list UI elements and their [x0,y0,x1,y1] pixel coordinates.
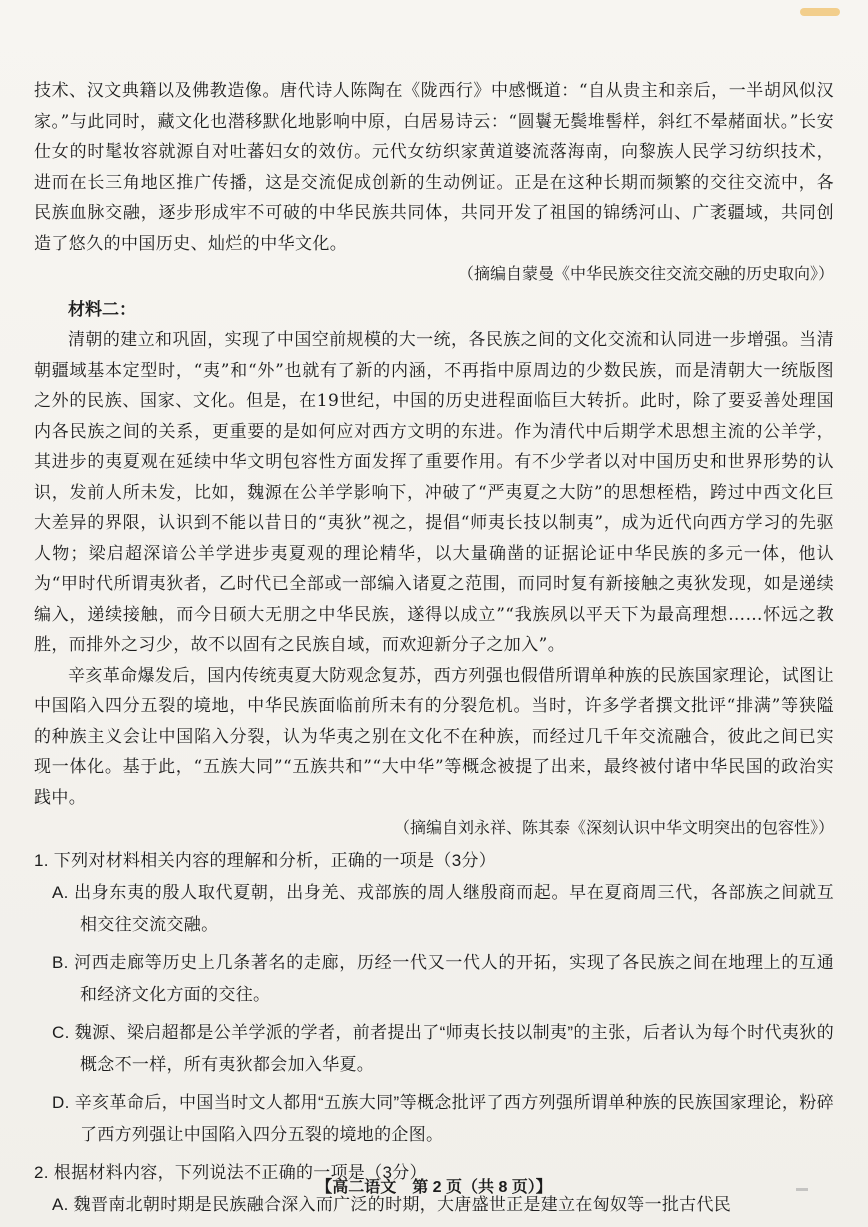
material2-paragraph-2: 辛亥革命爆发后，国内传统夷夏大防观念复苏，西方列强也假借所谓单种族的民族国家理论，试图让中国陷入四分五裂的境地，中华民族面临前所未有的分裂危机。当时，许多学者撰文批评“排满”等狭隘的种族主义会让中国陷入分裂，认为华夷之别在文化不在种族，而经过几千年交流融合，彼此之间已实现一体化。基于此，“五族大同”“五族共和”“大中华”等概念被提了出来，最终被付诸中华民国的政治实践中。 [34,665,834,808]
question-1-option-a: A. 出身东夷的殷人取代夏朝，出身羌、戎部族的周人继殷商而起。早在夏商周三代，各部族之间就互相交往交流交融。 [52,883,834,934]
corner-highlight-mark [800,8,840,16]
material2-source: （摘编自刘永祥、陈其泰《深刻认识中华文明突出的包容性》） [393,818,834,837]
question-1-option-c: C. 魏源、梁启超都是公羊学派的学者，前者提出了“师夷长技以制夷”的主张，后者认为每个时代夷狄的概念不一样，所有夷狄都会加入华夏。 [52,1023,834,1074]
question-1-option-b: B. 河西走廊等历史上几条著名的走廊，历经一代又一代人的开拓，实现了各民族之间在地理上的互通和经济文化方面的交往。 [52,953,834,1004]
material2-heading: 材料二： [68,300,136,320]
question-2-option-a: A. 魏晋南北朝时期是民族融合深入而广泛的时期，大唐盛世正是建立在匈奴等一批古代民 [52,1195,732,1214]
scan-mark [796,1188,808,1191]
page-footer: 【高二语文 第 2 页（共 8 页）】 [316,1179,552,1196]
question-1-option-d: D. 辛亥革命后，中国当时文人都用“五族大同”等概念批评了西方列强所谓单种族的民族国家理论，粉碎了西方列强让中国陷入四分五裂的境地的企图。 [52,1093,834,1144]
question-2-stem: 2. 根据材料内容，下列说法不正确的一项是（3分） [34,1163,427,1182]
material1-source: （摘编自蒙曼《中华民族交往交流交融的历史取向》） [457,264,834,283]
material1-paragraph: 技术、汉文典籍以及佛教造像。唐代诗人陈陶在《陇西行》中感慨道：“自从贵主和亲后，一半胡风似汉家。”与此同时，藏文化也潜移默化地影响中原，白居易诗云：“圆鬟无鬓堆髻样，斜红不晕赭面状。”长安仕女的时髦妆容就源自对吐蕃妇女的效仿。元代女纺织家黄道婆流落海南，向黎族人民学习纺织技术，进而在长三角地区推广传播，这是交流促成创新的生动例证。正是在这种长期而频繁的交往交流中，各民族血脉交融，逐步形成牢不可破的中华民族共同体，共同开发了祖国的锦绣河山、广袤疆域，共同创造了悠久的中国历史、灿烂的中华文化。 [34,81,834,254]
material2-paragraph-1: 清朝的建立和巩固，实现了中国空前规模的大一统，各民族之间的文化交流和认同进一步增强。当清朝疆域基本定型时，“夷”和“外”也就有了新的内涵，不再指中原周边的少数民族，而是清朝大一统版图之外的民族、国家、文化。但是，在19世纪，中国的历史进程面临巨大转折。此时，除了要妥善处理国内各民族之间的关系，更重要的是如何应对西方文明的东进。作为清代中后期学术思想主流的公羊学，其进步的夷夏观在延续中华文明包容性方面发挥了重要作用。有不少学者以对中国历史和世界形势的认识，发前人所未发，比如，魏源在公羊学影响下，冲破了“严夷夏之大防”的思想桎梏，跨过中西文化巨大差异的界限，认识到不能以昔日的“夷狄”视之，提倡“师夷长技以制夷”，成为近代向西方学习的先驱人物；梁启超深谙公羊学进步夷夏观的理论精华，以大量确凿的证据论证中华民族的多元一体，他认为“甲时代所谓夷狄者，乙时代已全部或一部编入诸夏之范围，而同时复有新接触之夷狄发现，如是递续编入，递续接触，而今日硕大无朋之中华民族，遂得以成立”“我族夙以平天下为最高理想……怀远之教胜，而排外之习少，故不以固有之民族自域，而欢迎新分子之加入”。 [34,330,834,655]
question-1-stem: 1. 下列对材料相关内容的理解和分析，正确的一项是（3分） [34,851,497,870]
page-content [34,76,834,1227]
